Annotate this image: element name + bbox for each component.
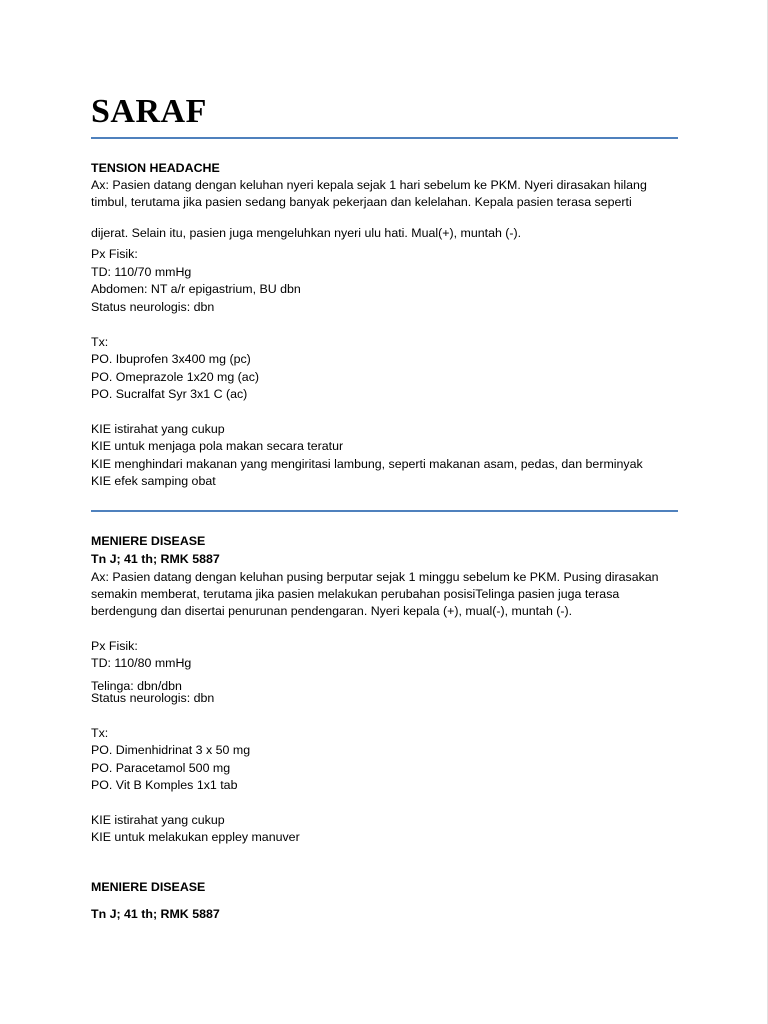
exam-line: Telinga: dbn/dbn [91, 679, 182, 693]
anamnesis-line: berdengung dan disertai penurunan pendengaran. Nyeri kepala (+), mual(-), muntah (-). [91, 604, 573, 618]
document-title: SARAF [91, 93, 207, 130]
anamnesis-line: timbul, terutama jika pasien sedang banyak pekerjaan dan kelelahan. Kepala pasien terasa seperti [91, 195, 632, 209]
exam-line: TD: 110/80 mmHg [91, 656, 192, 670]
education-line: KIE istirahat yang cukup [91, 422, 225, 436]
patient-info: Tn J; 41 th; RMK 5887 [91, 552, 220, 566]
therapy-line: PO. Vit B Komples 1x1 tab [91, 778, 238, 792]
anamnesis-line: dijerat. Selain itu, pasien juga mengeluhkan nyeri ulu hati. Mual(+), muntah (-). [91, 226, 522, 240]
exam-label: Px Fisik: [91, 639, 138, 653]
exam-line: Abdomen: NT a/r epigastrium, BU dbn [91, 282, 301, 296]
therapy-line: PO. Omeprazole 1x20 mg (ac) [91, 370, 260, 384]
exam-line: Status neurologis: dbn [91, 691, 215, 705]
therapy-line: PO. Dimenhidrinat 3 x 50 mg [91, 743, 251, 757]
education-line: KIE untuk menjaga pola makan secara teratur [91, 439, 344, 453]
exam-label: Px Fisik: [91, 247, 138, 261]
anamnesis-line: Ax: Pasien datang dengan keluhan pusing berputar sejak 1 minggu sebelum ke PKM. Pusing dirasakan [91, 570, 659, 584]
education-line: KIE efek samping obat [91, 474, 216, 488]
section-heading-tension-headache: TENSION HEADACHE [91, 161, 220, 175]
anamnesis-line: semakin memberat, terutama jika pasien melakukan perubahan posisiTelinga pasien juga terasa [91, 587, 620, 601]
therapy-label: Tx: [91, 726, 109, 740]
patient-info: Tn J; 41 th; RMK 5887 [91, 907, 220, 921]
section-divider [91, 510, 678, 512]
therapy-label: Tx: [91, 335, 109, 349]
title-divider [91, 137, 678, 139]
section-heading-meniere-disease: MENIERE DISEASE [91, 880, 206, 894]
exam-line: Status neurologis: dbn [91, 300, 215, 314]
therapy-line: PO. Paracetamol 500 mg [91, 761, 231, 775]
education-line: KIE untuk melakukan eppley manuver [91, 830, 300, 844]
anamnesis-line: Ax: Pasien datang dengan keluhan nyeri kepala sejak 1 hari sebelum ke PKM. Nyeri dirasakan hilang [91, 178, 647, 192]
education-line: KIE istirahat yang cukup [91, 813, 225, 827]
therapy-line: PO. Ibuprofen 3x400 mg (pc) [91, 352, 251, 366]
section-heading-meniere-disease: MENIERE DISEASE [91, 534, 206, 548]
education-line: KIE menghindari makanan yang mengiritasi lambung, seperti makanan asam, pedas, dan berminyak [91, 457, 643, 471]
exam-line: TD: 110/70 mmHg [91, 265, 192, 279]
therapy-line: PO. Sucralfat Syr 3x1 C (ac) [91, 387, 248, 401]
